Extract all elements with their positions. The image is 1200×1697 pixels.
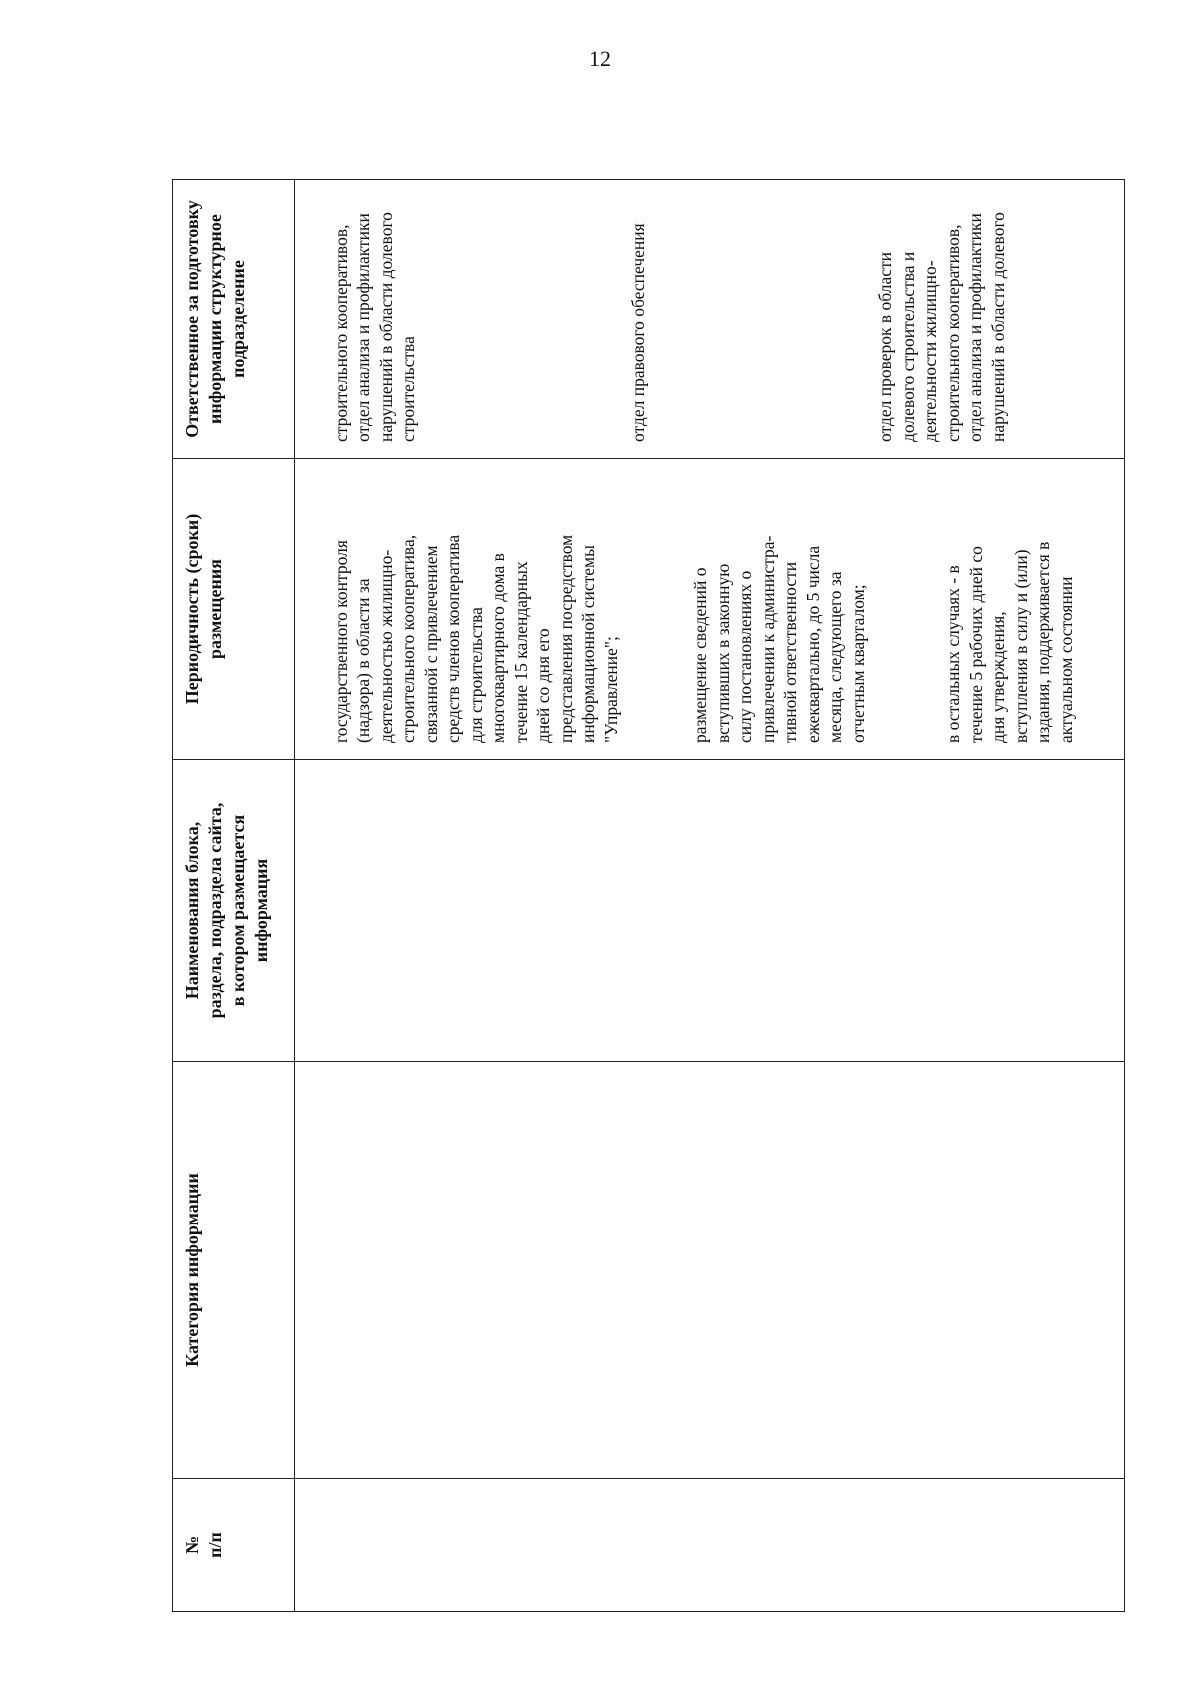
cell-category: [295, 1062, 1125, 1479]
cell-section: [295, 760, 1125, 1062]
rotated-page-content: [172, 180, 1125, 1612]
responsible-text-2: отдел правового обеспечения: [627, 223, 648, 442]
cell-num: [295, 1479, 1125, 1612]
header-responsible: Ответственное за подготовку информации структурное подразделение: [173, 180, 295, 459]
info-table: [172, 179, 1125, 1612]
cell-responsible: [295, 180, 1125, 459]
header-category: Категория информации: [173, 1062, 295, 1479]
header-num: № п/п: [173, 1479, 295, 1612]
period-text-3: в остальных случаях - в течение 5 рабочих дней со дня утверждения, вступления в силу и (или) издания, поддерживается в актуальном состоянии: [943, 541, 1076, 743]
header-period: Периодичность (сроки) размещения: [173, 459, 295, 760]
table-row: [295, 180, 1125, 1612]
cell-period: [295, 459, 1125, 760]
page-number: 12: [589, 46, 611, 71]
responsible-text-3: отдел проверок в области долевого строительства и деятельности жилищно- строительного кооперативов, отдел анализа и профилактики нарушений в области долевого: [875, 212, 1008, 442]
table-header-row: [173, 180, 295, 1612]
responsible-text-1: строительного кооперативов, отдел анализа и профилактики нарушений в области долевого строительства: [330, 212, 418, 442]
header-section: Наименования блока, раздела, подраздела сайта, в котором размещается информация: [173, 760, 295, 1062]
period-text-2: размещение сведений о вступивших в законную силу постановлениях о привлечении к администра- тивной ответственности ежеквартально, до 5 числа месяца, следующего за отчетным кварталом;: [690, 535, 868, 743]
period-text-1: государственного контроля (надзора) в области за деятельностью жилищно- строительного кооператива, связанной с привлечением средств членов кооператива для строительства многоквартирного дома в течение 15 календарных дней со дня его представления посредством информационной системы "Управление";: [330, 534, 621, 743]
